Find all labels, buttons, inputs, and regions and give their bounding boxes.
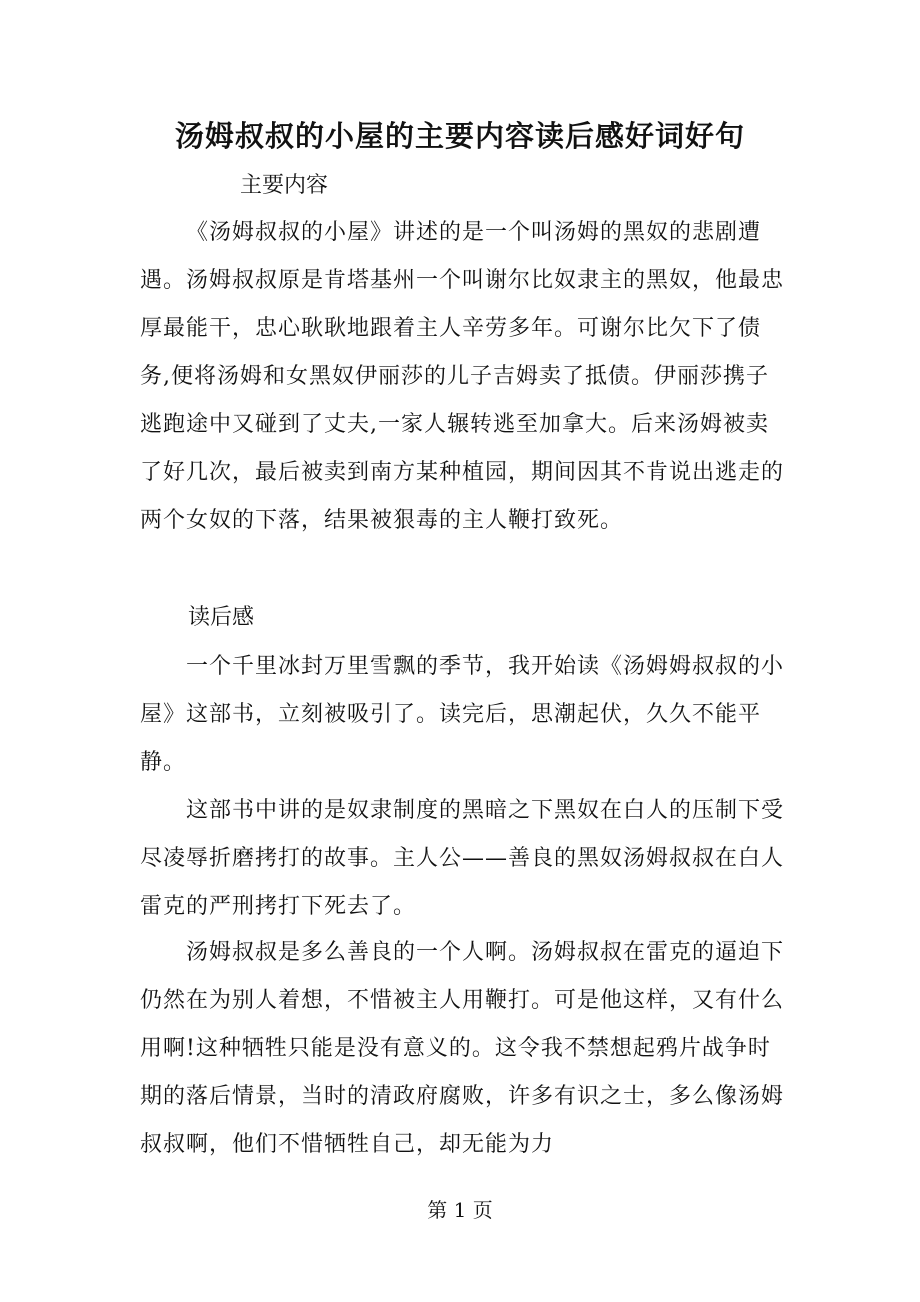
section-heading-main-content: 主要内容 — [240, 173, 329, 198]
section-heading-reflection: 读后感 — [188, 605, 255, 630]
paragraph-reflection-2: 这部书中讲的是奴隶制度的黑暗之下黑奴在白人的压制下受尽凌辱折磨拷打的故事。主人公——善良的黑奴汤姆叔叔在白人雷克的严刑拷打下死去了。 — [140, 798, 785, 919]
paragraph-summary: 《汤姆叔叔的小屋》讲述的是一个叫汤姆的黑奴的悲剧遭遇。汤姆叔叔原是肯塔基州一个叫谢尔比奴隶主的黑奴，他最忠厚最能干，忠心耿耿地跟着主人辛劳多年。可谢尔比欠下了债务,便将汤姆和女黑奴伊丽莎的儿子吉姆卖了抵债。伊丽莎携子逃跑途中又碰到了丈夫,一家人辗转逃至加拿大。后来汤姆被卖了好几次，最后被卖到南方某种植园，期间因其不肯说出逃走的两个女奴的下落，结果被狠毒的主人鞭打致死。 — [140, 220, 785, 533]
paragraph-reflection-1: 一个千里冰封万里雪飘的季节，我开始读《汤姆姆叔叔的小屋》这部书，立刻被吸引了。读完后，思潮起伏，久久不能平静。 — [140, 654, 785, 775]
paragraph-reflection-3: 汤姆叔叔是多么善良的一个人啊。汤姆叔叔在雷克的逼迫下仍然在为别人着想，不惜被主人用鞭打。可是他这样，又有什么用啊!这种牺牲只能是没有意义的。这令我不禁想起鸦片战争时期的落后情景，当时的清政府腐败，许多有识之士，多么像汤姆叔叔啊，他们不惜牺牲自己，却无能为力 — [140, 940, 785, 1157]
document-title: 汤姆叔叔的小屋的主要内容读后感好词好句 — [174, 119, 745, 153]
page-number-footer: 第 1 页 — [427, 1198, 493, 1222]
